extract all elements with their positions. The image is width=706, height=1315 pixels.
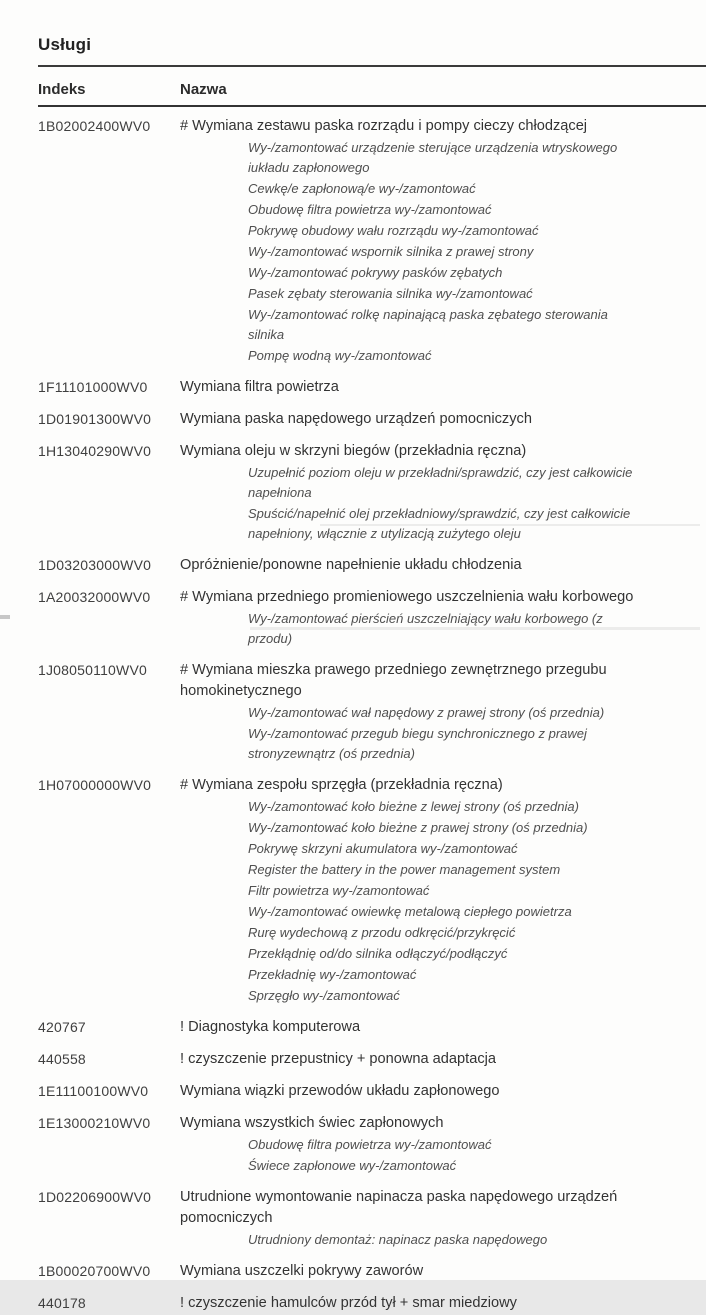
table-row bbox=[38, 1113, 706, 1177]
table-row bbox=[38, 660, 706, 765]
row-subitem: Pasek zębaty sterowania silnika wy-/zamontować bbox=[248, 286, 533, 301]
row-name bbox=[180, 441, 706, 545]
title-divider bbox=[38, 65, 706, 67]
row-subitems bbox=[180, 138, 696, 367]
row-title: Wymiana oleju w skrzyni biegów (przekładnia ręczna) bbox=[180, 443, 527, 459]
page-title: Usługi bbox=[38, 35, 92, 54]
row-subitem: Wy-/zamontować rolkę napinającą paska zębatego sterowania silnika bbox=[248, 307, 608, 342]
row-subitem: Wy-/zamontować pierścień uszczelniający wału korbowego (z przodu) bbox=[248, 611, 603, 646]
table-row bbox=[38, 409, 706, 431]
row-title: ! czyszczenie hamulców przód tył + smar miedziowy bbox=[180, 1295, 517, 1311]
row-name bbox=[180, 1187, 706, 1251]
row-name bbox=[180, 1049, 706, 1071]
row-index: 1J08050110WV0 bbox=[38, 662, 147, 678]
row-subitem: Sprzęgło wy-/zamontować bbox=[248, 988, 400, 1003]
row-index: 1E13000210WV0 bbox=[38, 1115, 151, 1131]
table-row bbox=[38, 1293, 706, 1315]
service-rows bbox=[0, 116, 706, 1315]
table-row bbox=[38, 1049, 706, 1071]
row-subitem: Pokrywę obudowy wału rozrządu wy-/zamontować bbox=[248, 223, 539, 238]
row-name bbox=[180, 1261, 706, 1283]
row-subitem: Wy-/zamontować owiewkę metalową ciepłego powietrza bbox=[248, 904, 572, 919]
row-title: Utrudnione wymontowanie napinacza paska napędowego urządzeń pomocniczych bbox=[180, 1189, 618, 1226]
row-name bbox=[180, 587, 706, 650]
row-subitems bbox=[180, 609, 696, 650]
row-subitem: Pompę wodną wy-/zamontować bbox=[248, 348, 432, 363]
row-subitem: Rurę wydechową z przodu odkręcić/przykręcić bbox=[248, 925, 516, 940]
row-index: 1D03203000WV0 bbox=[38, 557, 152, 573]
row-title: # Wymiana zestawu paska rozrządu i pompy cieczy chłodzącej bbox=[180, 118, 588, 134]
row-subitem: Przekłądnię od/do silnika odłączyć/podłączyć bbox=[248, 946, 508, 961]
row-title: Wymiana wszystkich świec zapłonowych bbox=[180, 1115, 444, 1131]
table-row bbox=[38, 441, 706, 545]
row-subitems bbox=[180, 703, 696, 765]
row-subitem: Wy-/zamontować wspornik silnika z prawej strony bbox=[248, 244, 534, 259]
row-subitem: Spuścić/napełnić olej przekładniowy/sprawdzić, czy jest całkowicie napełniony, włącznie z utylizacją zużytego oleju bbox=[248, 506, 631, 541]
row-index: 1H07000000WV0 bbox=[38, 777, 152, 793]
row-subitem: Utrudniony demontaż: napinacz paska napędowego bbox=[248, 1232, 548, 1247]
row-subitem: Wy-/zamontować przegub biegu synchronicznego z prawej stronyzewnątrz (oś przednia) bbox=[248, 726, 587, 761]
row-subitems bbox=[180, 797, 696, 1007]
row-title: Wymiana filtra powietrza bbox=[180, 379, 339, 395]
row-index: 1D01901300WV0 bbox=[38, 411, 152, 427]
table-header bbox=[38, 75, 706, 105]
row-name bbox=[180, 409, 706, 431]
row-subitem: Przekładnię wy-/zamontować bbox=[248, 967, 417, 982]
row-subitem: Pokrywę skrzyni akumulatora wy-/zamontować bbox=[248, 841, 518, 856]
row-name bbox=[180, 775, 706, 1007]
row-subitems bbox=[180, 1135, 696, 1177]
row-subitem: Wy-/zamontować wał napędowy z prawej strony (oś przednia) bbox=[248, 705, 605, 720]
row-subitem: Wy-/zamontować koło bieżne z lewej strony (oś przednia) bbox=[248, 799, 579, 814]
row-subitem: Filtr powietrza wy-/zamontować bbox=[248, 883, 430, 898]
table-row bbox=[38, 555, 706, 577]
row-name bbox=[180, 1113, 706, 1177]
table-row bbox=[38, 116, 706, 367]
row-title: # Wymiana mieszka prawego przedniego zewnętrznego przegubu homokinetycznego bbox=[180, 662, 607, 699]
row-subitem: Świece zapłonowe wy-/zamontować bbox=[248, 1158, 457, 1173]
row-index: 440178 bbox=[38, 1295, 86, 1311]
row-index: 440558 bbox=[38, 1051, 86, 1067]
row-subitem: Wy-/zamontować koło bieżne z prawej strony (oś przednia) bbox=[248, 820, 588, 835]
table-row bbox=[38, 775, 706, 1007]
row-title: ! Diagnostyka komputerowa bbox=[180, 1019, 361, 1035]
row-name bbox=[180, 660, 706, 765]
table-row bbox=[38, 1017, 706, 1039]
row-name bbox=[180, 1293, 706, 1315]
column-header-nazwa: Nazwa bbox=[180, 81, 227, 98]
row-title: Opróżnienie/ponowne napełnienie układu chłodzenia bbox=[180, 557, 522, 573]
table-row bbox=[38, 377, 706, 399]
row-subitem: Wy-/zamontować pokrywy pasków zębatych bbox=[248, 265, 503, 280]
row-index: 1A20032000WV0 bbox=[38, 589, 151, 605]
row-name bbox=[180, 116, 706, 367]
row-subitem: Obudowę filtra powietrza wy-/zamontować bbox=[248, 202, 492, 217]
row-title: # Wymiana przedniego promieniowego uszczelnienia wału korbowego bbox=[180, 589, 634, 605]
row-subitem: Cewkę/e zapłonową/e wy-/zamontować bbox=[248, 181, 476, 196]
table-row bbox=[38, 1261, 706, 1283]
row-index: 1B02002400WV0 bbox=[38, 118, 151, 134]
row-title: ! czyszczenie przepustnicy + ponowna adaptacja bbox=[180, 1051, 496, 1067]
row-title: Wymiana wiązki przewodów układu zapłonowego bbox=[180, 1083, 500, 1099]
row-subitem: Obudowę filtra powietrza wy-/zamontować bbox=[248, 1137, 492, 1152]
row-subitem: Uzupełnić poziom oleju w przekładni/sprawdzić, czy jest całkowicie napełniona bbox=[248, 465, 633, 500]
row-index: 1F11101000WV0 bbox=[38, 379, 148, 395]
row-name bbox=[180, 377, 706, 399]
table-row bbox=[38, 1187, 706, 1251]
column-header-indeks: Indeks bbox=[38, 81, 86, 98]
header-divider bbox=[38, 105, 706, 107]
row-subitems bbox=[180, 463, 696, 545]
row-title: # Wymiana zespołu sprzęgła (przekładnia ręczna) bbox=[180, 777, 503, 793]
row-index: 1H13040290WV0 bbox=[38, 443, 152, 459]
row-name bbox=[180, 555, 706, 577]
row-name bbox=[180, 1017, 706, 1039]
row-subitems bbox=[180, 1230, 696, 1251]
row-title: Wymiana uszczelki pokrywy zaworów bbox=[180, 1263, 424, 1279]
table-row bbox=[38, 587, 706, 650]
row-index: 420767 bbox=[38, 1019, 86, 1035]
row-index: 1D02206900WV0 bbox=[38, 1189, 152, 1205]
row-index: 1E11100100WV0 bbox=[38, 1083, 149, 1099]
row-title: Wymiana paska napędowego urządzeń pomocniczych bbox=[180, 411, 532, 427]
row-name bbox=[180, 1081, 706, 1103]
row-subitem: Wy-/zamontować urządzenie sterujące urządzenia wtryskowego iukładu zapłonowego bbox=[248, 140, 618, 175]
row-subitem: Register the battery in the power management system bbox=[248, 862, 561, 877]
table-row bbox=[38, 1081, 706, 1103]
row-index: 1B00020700WV0 bbox=[38, 1263, 151, 1279]
